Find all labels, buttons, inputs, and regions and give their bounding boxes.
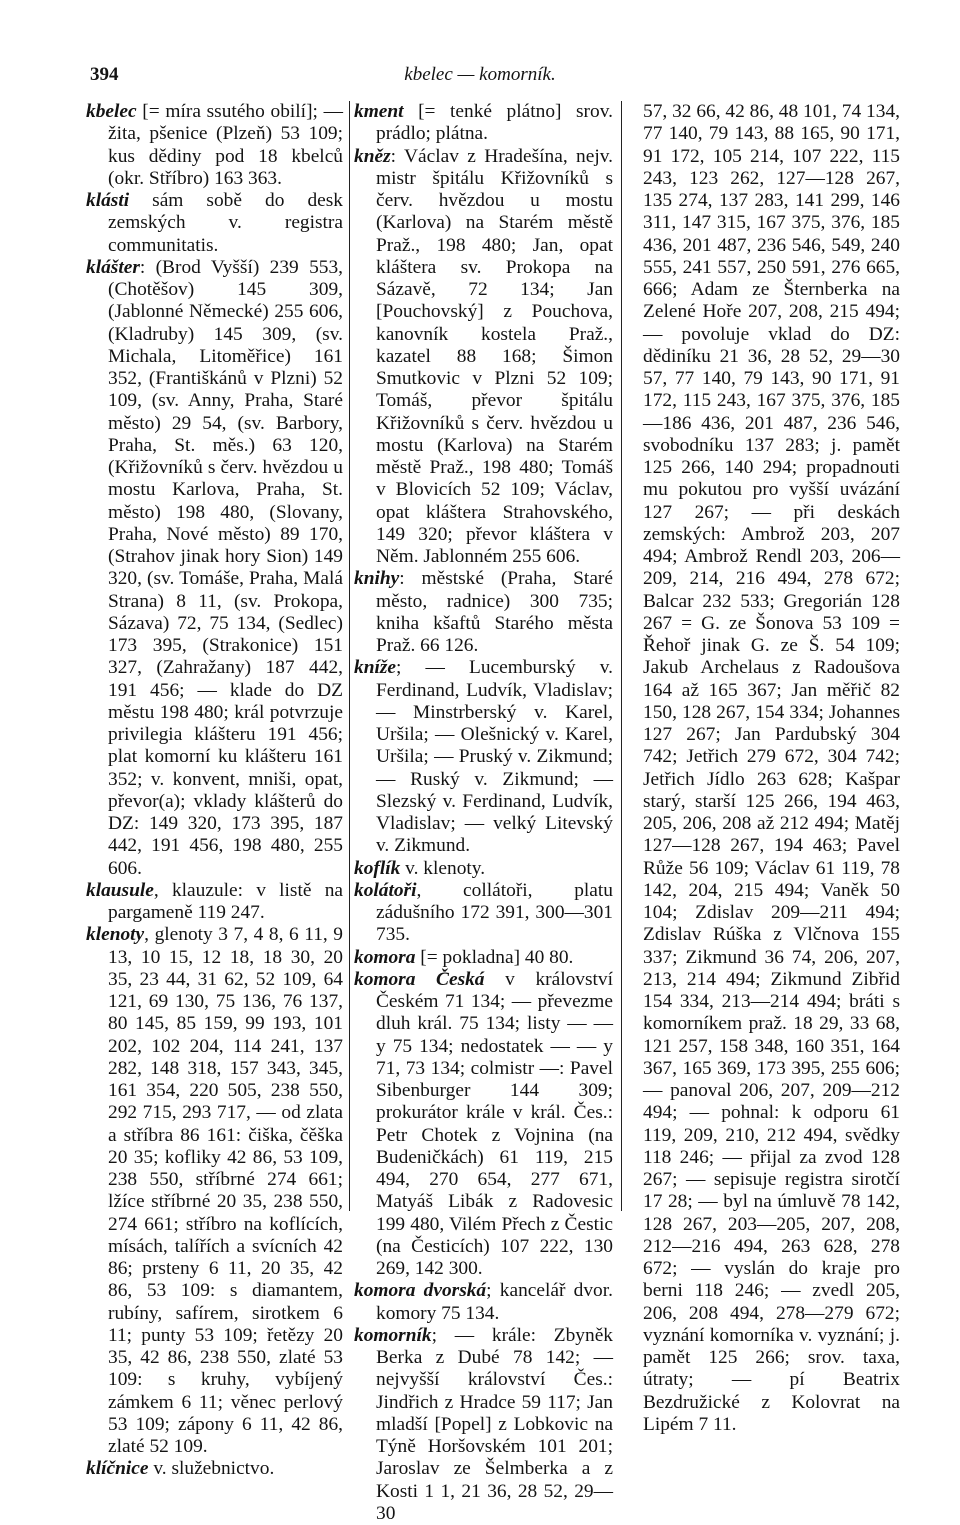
- entry-headword: komora Česká: [354, 968, 485, 990]
- dictionary-entry: [643, 101, 900, 1436]
- dictionary-entry: [354, 568, 613, 657]
- dictionary-entry: [86, 257, 343, 880]
- entry-headword: kníže: [354, 657, 397, 679]
- entry-text: ; — krále: Zbyněk Berka z Dubé 78 142; — nejvyšší království Čes.: Jindřich z Hradce 59 117; Jan mladší [Popel] z Lobkovic na Týně Horšovském 101 201; Jaroslav ze Šelmberka a z Kosti 1 1, 21 36, 28 52, 29—30: [376, 1324, 613, 1524]
- entry-headword: klausule: [86, 879, 154, 901]
- dictionary-entry: [86, 1458, 343, 1480]
- dictionary-entry: [86, 924, 343, 1458]
- column-right: [643, 101, 900, 1436]
- dictionary-entry: [86, 880, 343, 925]
- dictionary-entry: [86, 101, 343, 190]
- entry-text: v. klenoty.: [400, 857, 486, 879]
- entry-text: , klauzule: v listě na pargameně 119 247.: [108, 879, 343, 923]
- entry-headword: kolátoři: [354, 879, 417, 901]
- entry-text: : Václav z Hradešína, nejv. mistr špitálu Křižovníků s červ. hvězdou u mostu (Karlova) na Starém městě Praž., 198 480; Jan, opat kláštera sv. Prokopa na Sázavě, 72 134; Jan [Pouchovský] z Pouchova, kanovník kostela Praž., kazatel 88 168; Šimon Smutkovic v Plzni 52 109; Tomáš, převor špitálu Křižovníků s červ. hvězdou u mostu (Karlova) na Starém městě Praž., 198 480; Tomáš v Blovicích 52 109; Václav, opat kláštera Strahovského, 149 320; převor kláštera v Něm. Jablonném 255 606.: [376, 145, 613, 567]
- entry-headword: klášter: [86, 256, 140, 278]
- entry-headword: komorník: [354, 1324, 432, 1346]
- column-left: [86, 101, 343, 1481]
- dictionary-entry: [354, 657, 613, 857]
- entry-headword: koflík: [354, 857, 401, 879]
- dictionary-entry: [354, 969, 613, 1281]
- entry-text: : (Brod Vyšší) 239 553, (Chotěšov) 145 309, (Jablonné Německé) 255 606, (Kladruby) 145 309, (sv. Michala, Litoměřice) 161 352, (Františkánů v Plzni) 52 109, (sv. Anny, Praha, Staré město) 29 54, (sv. Barbory, Praha, St. měs.) 63 120, (Křižovníků s červ. hvězdou u mostu Karlova, Praha, St. město) 198 480, (Slovany, Praha, Nové město) 89 170, (Strahov jinak hory Sion) 149 320, (sv. Tomáše, Praha, Malá Strana) 8 11, (sv. Prokopa, Sázava) 72, 75 134, (Sedlec) 173 395, (Strakonice) 151 327, (Zahražany) 187 442, 191 456; — klade do DZ městu 198 480; král potvrzuje privilegia klášteru 191 456; plat komorní ku klášteru 161 352; v. konvent, mniši, opat, převor(a); vklady klášterů do DZ: 149 320, 173 395, 187 442, 191 456, 198 480, 255 606.: [108, 256, 343, 879]
- dictionary-entry: [354, 1325, 613, 1525]
- entry-text: 57, 32 66, 42 86, 48 101, 74 134, 77 140, 79 143, 88 165, 90 171, 91 172, 105 214, 107 222, 115 243, 123 262, 127—128 267, 135 274, 137 283, 141 299, 146 311, 147 315, 167 375, 376, 185 436, 201 487, 236 546, 549, 240 555, 241 557, 250 591, 276 665, 666; Adam ze Šternberka na Zelené Hoře 207, 208, 215 494; — povoluje vklad do DZ: dědiníku 21 36, 28 52, 29—30 57, 77 140, 79 143, 90 171, 91 172, 115 243, 167 375, 376, 185—186 436, 201 487, 236 546, svobodníku 137 283; j. pamět 125 266, 140 294; propadnouti mu pokutou pro vyšší uvázání 127 267; — při deskách zemských: Ambrož 203, 207 494; Ambrož Rendl 203, 206—209, 214, 216 494, 278 672; Balcar 232 533; Gregorián 128 267 = G. ze Šonova 53 109 = Řehoř jinak G. ze Š. 54 109; Jakub Archelaus z Radoušova 164 až 165 367; Jan měřič 82 150, 128 267, 154 334; Johannes 127 267; Jan Pardubský 304 742; Jetřich 279 672, 304 742; Jetřich Jídlo 263 628; Kašpar starý, starší 125 266, 194 463, 205, 206, 208 až 212 494; Matěj 127—128 267, 194 463; Pavel Růže 56 109; Václav 61 119, 78 142, 204, 215 494; Vaněk 50 104; Zdislav 209—211 494; Zdislav Rúška z Vlčnova 155 337; Zikmund 36 74, 206, 207, 213, 214 494; Zikmund Zibřid 154 334, 213—214 494; bráti s komorníkem praž. 18 29, 33 68, 121 257, 158 348, 160 351, 164 367, 165 369, 173 395, 255 606; — panoval 206, 207, 209—212 494; — pohnal: k odporu 61 119, 209, 210, 212 494, svědky 118 246; — přijal za zvod 128 267; — sepisuje registra sirotčí 17 28; — byl na úmluvě 78 142, 128 267, 203—205, 207, 208, 212—216 494, 263 628, 278 672; — vyslán do kraje pro berni 118 246; — zvedl 205, 206, 208 494, 278—279 672; vyznání komorníka v. vyznání; j. pamět 125 266; srov. taxa, útraty; — pí Beatrix Bezdružické z Kolovrat na Lipém 7 11.: [643, 101, 900, 1435]
- entry-headword: komora: [354, 946, 416, 968]
- entry-text: , glenoty 3 7, 4 8, 6 11, 9 13, 10 15, 12 18, 18 30, 20 35, 23 44, 31 62, 52 109, 64 121, 69 130, 75 136, 76 137, 80 145, 85 159, 99 193, 101 202, 102 204, 114 241, 137 282, 148 318, 157 343, 345, 161 354, 220 505, 238 550, 292 715, 293 717, — od zlata a stříbra 86 161: čiška, čěška 20 35; kofliky 42 86, 53 109, 238 550, stříbrné 274 661; lžíce stříbrné 20 35, 238 550, 274 661; stříbro na koflících, mísách, talířích a svícních 42 86; prsteny 6 11, 20 35, 42 86, 53 109: s diamantem, rubíny, safírem, sirotkem 6 11; punty 53 109; řetězy 20 35, 42 86, 238 550, zlaté 53 109: s kruhy, vybíjený zámkem 6 11; věnec perlový 53 109; zápony 6 11, 42 86, zlaté 52 109.: [108, 924, 343, 1457]
- entry-headword: kněz: [354, 145, 391, 167]
- dictionary-entry: [354, 101, 613, 146]
- dictionary-entry: [86, 190, 343, 257]
- entry-headword: klíčnice: [86, 1458, 149, 1480]
- entry-text: : městské (Praha, Staré město, radnice) 300 735; kniha kšaftů Starého města Praž. 66 126.: [376, 568, 613, 656]
- entry-headword: klenoty: [86, 924, 145, 946]
- entry-text: ; — Lucemburský v. Ferdinand, Ludvík, Vladislav; — Minstrberský v. Karel, Uršila; — Olešnický v. Karel, Uršila; — Pruský v. Zikmund; — Ruský v. Zikmund; — Slezský v. Ferdinand, Ludvík, Vladislav; — velký Litevský v. Zikmund.: [376, 657, 613, 857]
- entry-text: sám sobě do desk zemských v. registra communitatis.: [108, 190, 343, 256]
- entry-text: v království Českém 71 134; — převezme dluh král. 75 134; listy — — y 75 134; nedostatek — — y 71, 73 134; colmistr —: Pavel Sibenburger 144 309; prokurátor krále v král. Čes.: Petr Chotek z Vojnina (na Budeničkách) 61 119, 215 494, 270 654, 277 671, Matyáš Libák z Radovesic 199 480, Vilém Přech z Čestic (na Česticích) 107 222, 130 269, 142 300.: [376, 968, 614, 1279]
- dictionary-entry: [354, 1280, 613, 1325]
- dictionary-entry: [354, 146, 613, 569]
- entry-text: [= tenké plátno] srov. prádlo; plátna.: [376, 101, 613, 145]
- entry-headword: komora dvorská: [354, 1280, 487, 1302]
- entry-text: [= pokladna] 40 80.: [415, 946, 574, 968]
- running-title: kbelec — komorník.: [404, 64, 556, 85]
- page-header: [0, 64, 960, 90]
- column-middle: [354, 101, 613, 1525]
- dictionary-entry: [354, 880, 613, 947]
- entry-headword: kment: [354, 101, 404, 122]
- entry-headword: kbelec: [86, 101, 137, 122]
- entry-headword: klásti: [86, 190, 130, 211]
- column-divider: [349, 101, 350, 1211]
- page-number: 394: [90, 64, 119, 85]
- entry-headword: knihy: [354, 568, 400, 590]
- entry-text: , collátoři, platu zádušního 172 391, 300—301 735.: [376, 879, 613, 946]
- column-divider: [621, 101, 622, 1211]
- entry-text: [= míra ssutého obilí]; — žita, pšenice (Plzeň) 53 109; kus dědiny pod 18 kbelců (okr. Stříbro) 163 363.: [108, 101, 343, 189]
- entry-text: v. služebnictvo.: [148, 1458, 275, 1480]
- dictionary-entry: [354, 947, 613, 969]
- entry-text: ; kancelář dvor. komory 75 134.: [376, 1280, 613, 1324]
- dictionary-entry: [354, 858, 613, 880]
